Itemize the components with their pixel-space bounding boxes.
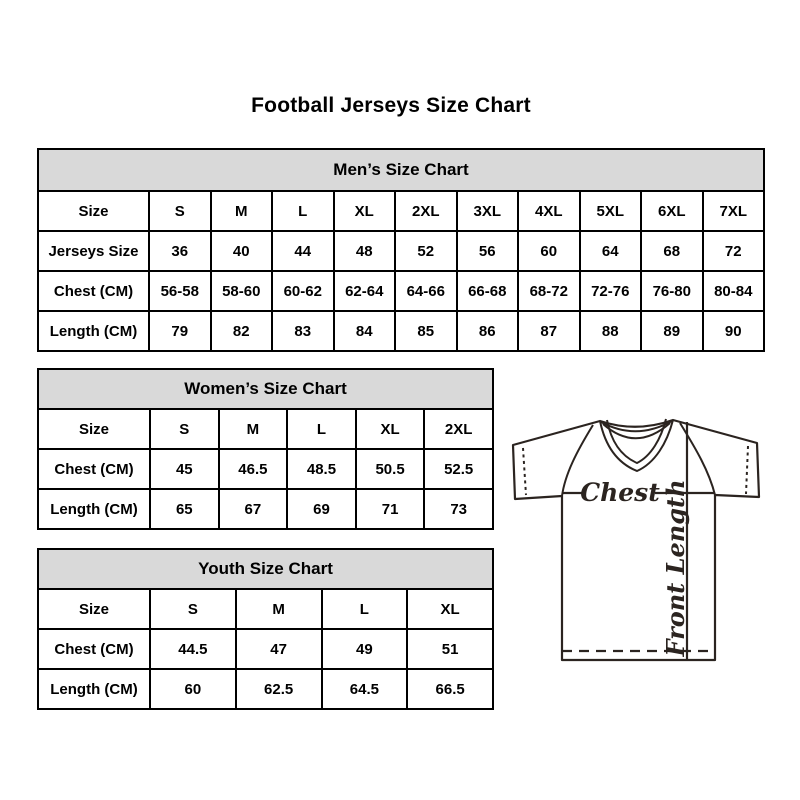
table-row [38, 589, 493, 629]
size-value-cell: 80-84 [703, 271, 765, 311]
womens-size-table [37, 368, 494, 530]
table-row [38, 231, 764, 271]
size-value-cell: S [150, 409, 219, 449]
size-value-cell: 48 [334, 231, 396, 271]
size-value-cell: 68-72 [518, 271, 580, 311]
size-value-cell: 89 [641, 311, 703, 351]
size-value-cell: 72 [703, 231, 765, 271]
size-value-cell: 62-64 [334, 271, 396, 311]
jersey-measurement-diagram [505, 411, 771, 675]
size-value-cell: M [211, 191, 273, 231]
size-value-cell: 65 [150, 489, 219, 529]
size-value-cell: 76-80 [641, 271, 703, 311]
size-value-cell: 88 [580, 311, 642, 351]
size-value-cell: 83 [272, 311, 334, 351]
size-value-cell: 2XL [395, 191, 457, 231]
size-value-cell: 82 [211, 311, 273, 351]
size-value-cell: 7XL [703, 191, 765, 231]
size-value-cell: 64 [580, 231, 642, 271]
size-value-cell: 60 [150, 669, 236, 709]
size-value-cell: M [236, 589, 322, 629]
size-value-cell: 2XL [424, 409, 493, 449]
size-value-cell: XL [334, 191, 396, 231]
size-value-cell: 46.5 [219, 449, 288, 489]
chest-measurement-label: Chest [580, 478, 660, 507]
mens-chart-header: Men’s Size Chart [38, 149, 764, 191]
size-value-cell: 79 [149, 311, 211, 351]
size-value-cell: 71 [356, 489, 425, 529]
row-label: Size [38, 409, 150, 449]
size-value-cell: 4XL [518, 191, 580, 231]
size-value-cell: L [287, 409, 356, 449]
size-value-cell: 72-76 [580, 271, 642, 311]
table-row [38, 311, 764, 351]
table-row [38, 271, 764, 311]
mens-size-table [37, 148, 765, 352]
size-value-cell: L [272, 191, 334, 231]
size-value-cell: 66-68 [457, 271, 519, 311]
size-value-cell: 40 [211, 231, 273, 271]
size-value-cell: 47 [236, 629, 322, 669]
size-value-cell: 56-58 [149, 271, 211, 311]
size-value-cell: 67 [219, 489, 288, 529]
youth-chart-header: Youth Size Chart [38, 549, 493, 589]
row-label: Jerseys Size [38, 231, 149, 271]
size-value-cell: 49 [322, 629, 408, 669]
size-value-cell: 6XL [641, 191, 703, 231]
table-row [38, 489, 493, 529]
size-value-cell: 60-62 [272, 271, 334, 311]
row-label: Length (CM) [38, 311, 149, 351]
size-value-cell: 68 [641, 231, 703, 271]
size-value-cell: 60 [518, 231, 580, 271]
size-value-cell: 73 [424, 489, 493, 529]
size-value-cell: M [219, 409, 288, 449]
size-value-cell: S [149, 191, 211, 231]
right-sleeve-dashed-seam [746, 446, 748, 494]
size-value-cell: 85 [395, 311, 457, 351]
size-value-cell: 66.5 [407, 669, 493, 709]
size-value-cell: 5XL [580, 191, 642, 231]
size-value-cell: 52 [395, 231, 457, 271]
size-value-cell: 56 [457, 231, 519, 271]
row-label: Chest (CM) [38, 629, 150, 669]
size-value-cell: 48.5 [287, 449, 356, 489]
size-value-cell: 69 [287, 489, 356, 529]
size-value-cell: XL [356, 409, 425, 449]
youth-size-table [37, 548, 494, 710]
size-value-cell: 50.5 [356, 449, 425, 489]
front-length-measurement-label: Front Length [661, 479, 690, 657]
size-value-cell: 52.5 [424, 449, 493, 489]
row-label: Length (CM) [38, 669, 150, 709]
size-value-cell: 86 [457, 311, 519, 351]
row-label: Length (CM) [38, 489, 150, 529]
left-sleeve-dashed-seam [523, 448, 526, 495]
size-value-cell: XL [407, 589, 493, 629]
row-label: Chest (CM) [38, 271, 149, 311]
size-value-cell: 64-66 [395, 271, 457, 311]
size-value-cell: 45 [150, 449, 219, 489]
table-row [38, 409, 493, 449]
size-value-cell: 44 [272, 231, 334, 271]
row-label: Size [38, 191, 149, 231]
size-value-cell: 87 [518, 311, 580, 351]
size-value-cell: 51 [407, 629, 493, 669]
size-value-cell: 58-60 [211, 271, 273, 311]
row-label: Size [38, 589, 150, 629]
size-value-cell: L [322, 589, 408, 629]
womens-chart-header: Women’s Size Chart [38, 369, 493, 409]
size-value-cell: 90 [703, 311, 765, 351]
table-row [38, 629, 493, 669]
size-value-cell: 3XL [457, 191, 519, 231]
size-value-cell: S [150, 589, 236, 629]
table-row [38, 191, 764, 231]
size-value-cell: 44.5 [150, 629, 236, 669]
size-value-cell: 62.5 [236, 669, 322, 709]
table-row [38, 669, 493, 709]
row-label: Chest (CM) [38, 449, 150, 489]
size-value-cell: 64.5 [322, 669, 408, 709]
jersey-outline-shape [513, 420, 759, 660]
table-row [38, 449, 493, 489]
page-title: Football Jerseys Size Chart [251, 94, 531, 117]
size-value-cell: 36 [149, 231, 211, 271]
size-value-cell: 84 [334, 311, 396, 351]
